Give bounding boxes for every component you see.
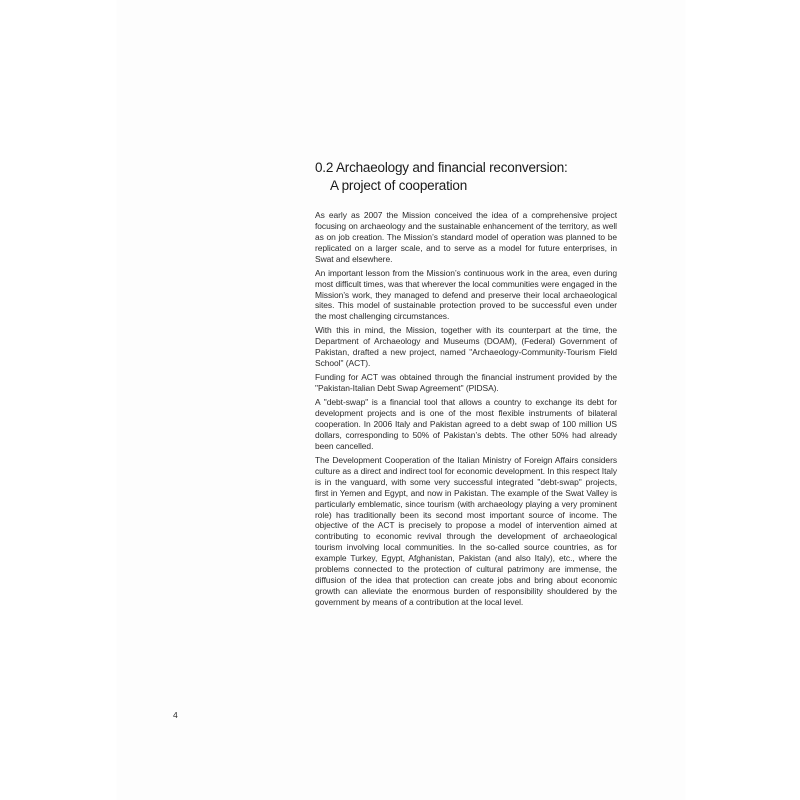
paragraph: The Development Cooperation of the Italian Ministry of Foreign Affairs considers culture as a direct and indirect tool for economic development. In this respect Italy is in the vanguard, with some very successful integrated "debt-swap" projects, first in Yemen and Egypt, and now in Pakistan. The example of the Swat Valley is particularly emblematic, since tourism (with archaeology playing a very prominent role) has traditionally been its second most important source of income. The objective of the ACT is precisely to propose a model of intervention aimed at contributing to economic revival through the development of archaeological tourism involving local communities. In the so-called source countries, as for example Turkey, Egypt, Afghanistan, Pakistan (and also Italy), etc., where the problems connected to the protection of cultural patrimony are immense, the diffusion of the idea that protection can create jobs and bring about economic growth can alleviate the enormous burden of responsibility shouldered by the government by means of a contribution at the local level. xyxy=(315,454,617,607)
paragraph: Funding for ACT was obtained through the financial instrument provided by the "Pakistan-Italian Debt Swap Agreement" (PIDSA). xyxy=(315,372,617,394)
page-number: 4 xyxy=(173,710,178,720)
paragraph: With this in mind, the Mission, together with its counterpart at the time, the Department of Archaeology and Museums (DOAM), (Federal) Government of Pakistan, drafted a new project, named "Archaeology-Community-Tourism Field School" (ACT). xyxy=(315,325,617,369)
paragraph: A "debt-swap" is a financial tool that allows a country to exchange its debt for development projects and is one of the most flexible instruments of bilateral cooperation. In 2006 Italy and Pakistan agreed to a debt swap of 100 million US dollars, corresponding to 50% of Pakistan’s debts. The other 50% had already been cancelled. xyxy=(315,397,617,451)
section-title-line1: 0.2 Archaeology and financial reconversion: xyxy=(315,160,568,175)
section-title-line2: A project of cooperation xyxy=(330,178,468,193)
body-text xyxy=(315,210,617,611)
paragraph: As early as 2007 the Mission conceived the idea of a comprehensive project focusing on archaeology and the sustainable enhancement of the territory, as well as on job creation. The Mission’s standard model of operation was planned to be replicated on a larger scale, and to serve as a model for future enterprises, in Swat and elsewhere. xyxy=(315,210,617,264)
paragraph: An important lesson from the Mission’s continuous work in the area, even during most difficult times, was that wherever the local communities were engaged in the Mission’s work, they managed to defend and preserve their local archaeological sites. This model of sustainable protection proved to be successful even under the most challenging circumstances. xyxy=(315,267,617,322)
section-title xyxy=(315,159,645,195)
